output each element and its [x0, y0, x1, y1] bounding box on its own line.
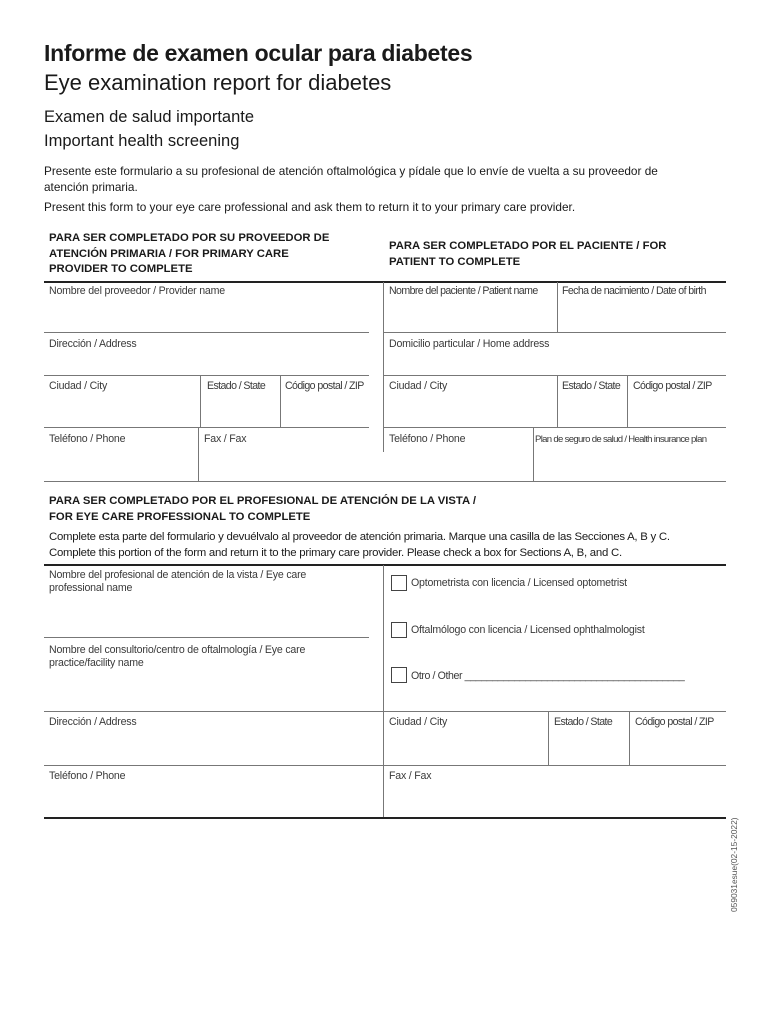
- provider-state-field[interactable]: Estado / State: [207, 380, 266, 392]
- other-checkbox[interactable]: [391, 667, 407, 683]
- subtitle-spanish: Examen de salud importante: [44, 108, 255, 126]
- top-section-rule: [44, 281, 726, 283]
- patient-health-plan-field[interactable]: Plan de seguro de salud / Health insurance plan: [535, 434, 707, 445]
- provider-zip-field[interactable]: Código postal / ZIP: [285, 380, 364, 392]
- eye-care-heading-spanish: PARA SER COMPLETADO POR EL PROFESIONAL DE ATENCIÓN DE LA VISTA /: [49, 495, 477, 507]
- form-code: 059031esue(02-15-2022): [729, 817, 739, 912]
- patient-state-field[interactable]: Estado / State: [562, 380, 621, 392]
- provider-phone-field[interactable]: Teléfono / Phone: [49, 433, 126, 445]
- patient-section-heading: PARA SER COMPLETADO POR EL PACIENTE / FOR PATIENT TO COMPLETE: [389, 240, 667, 268]
- optometrist-checkbox[interactable]: [391, 575, 407, 591]
- provider-section-heading: PARA SER COMPLETADO POR SU PROVEEDOR DE ATENCIÓN PRIMARIA / FOR PRIMARY CARE PROVIDER TO COMPLETE: [49, 232, 330, 275]
- subtitle-english: Important health screening: [44, 132, 240, 150]
- form-bottom-rule: [44, 817, 726, 819]
- eye-care-heading-english: FOR EYE CARE PROFESSIONAL TO COMPLETE: [49, 511, 311, 523]
- provider-address-field[interactable]: Dirección / Address: [49, 338, 137, 350]
- eye-care-zip-field[interactable]: Código postal / ZIP: [635, 716, 714, 728]
- patient-city-field[interactable]: Ciudad / City: [389, 380, 448, 392]
- eye-care-state-field[interactable]: Estado / State: [554, 716, 613, 728]
- intro-spanish: Presente este formulario a su profesional de atención oftalmológica y pídale que lo envíe de vuelta a su proveedor de atención primaria.: [44, 164, 658, 194]
- provider-name-field[interactable]: Nombre del proveedor / Provider name: [49, 285, 225, 297]
- provider-fax-field[interactable]: Fax / Fax: [204, 433, 247, 445]
- optometrist-option-label: Optometrista con licencia / Licensed optometrist: [411, 577, 627, 589]
- eye-care-section-rule: [44, 564, 726, 566]
- eye-care-city-field[interactable]: Ciudad / City: [389, 716, 448, 728]
- eye-care-instructions-spanish: Complete esta parte del formulario y devuélvalo al proveedor de atención primaria. Marque una casilla de las Secciones A, B y C.: [49, 531, 670, 543]
- intro-english: Present this form to your eye care professional and ask them to return it to your primary care provider.: [44, 200, 576, 214]
- patient-phone-field[interactable]: Teléfono / Phone: [389, 433, 466, 445]
- eye-care-professional-name-field[interactable]: Nombre del profesional de atención de la vista / Eye care professional name: [49, 569, 307, 594]
- eye-care-phone-field[interactable]: Teléfono / Phone: [49, 770, 126, 782]
- patient-zip-field[interactable]: Código postal / ZIP: [633, 380, 712, 392]
- eye-care-divider: [383, 565, 384, 817]
- ophthalmologist-option-label: Oftalmólogo con licencia / Licensed ophthalmologist: [411, 624, 645, 636]
- patient-address-field[interactable]: Domicilio particular / Home address: [389, 338, 550, 350]
- provider-city-field[interactable]: Ciudad / City: [49, 380, 108, 392]
- patient-dob-field[interactable]: Fecha de nacimiento / Date of birth: [562, 285, 706, 297]
- other-option-label[interactable]: Otro / Other ________________________________________: [411, 670, 685, 682]
- patient-name-field[interactable]: Nombre del paciente / Patient name: [389, 285, 538, 297]
- title-spanish: Informe de examen ocular para diabetes: [44, 40, 473, 66]
- ophthalmologist-checkbox[interactable]: [391, 622, 407, 638]
- eye-care-instructions-english: Complete this portion of the form and return it to the primary care provider. Please check a box for Sections A, B, and C.: [49, 547, 622, 559]
- title-english: Eye examination report for diabetes: [44, 70, 392, 95]
- eye-care-fax-field[interactable]: Fax / Fax: [389, 770, 432, 782]
- eye-care-practice-name-field[interactable]: Nombre del consultorio/centro de oftalmología / Eye care practice/facility name: [49, 644, 306, 669]
- eye-care-address-field[interactable]: Dirección / Address: [49, 716, 137, 728]
